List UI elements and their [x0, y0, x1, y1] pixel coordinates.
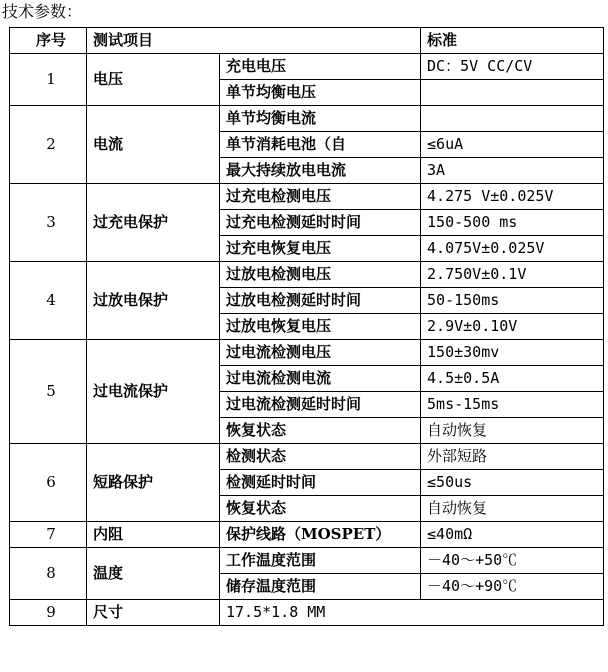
sub-item: 储存温度范围	[220, 574, 421, 600]
sub-item: 过充电检测电压	[220, 184, 421, 210]
header-standard: 标准	[421, 28, 604, 54]
standard-value: 2.750V±0.1V	[421, 262, 604, 288]
standard-value: ≤40mΩ	[421, 522, 604, 548]
standard-value: 150-500 ms	[421, 210, 604, 236]
test-item: 短路保护	[87, 444, 220, 522]
sub-item: 过充电恢复电压	[220, 236, 421, 262]
table-row	[10, 600, 604, 626]
standard-value: 17.5*1.8 MM	[220, 600, 604, 626]
test-item: 电压	[87, 54, 220, 106]
row-number: 6	[10, 444, 87, 522]
standard-value: 150±30mv	[421, 340, 604, 366]
sub-item: 恢复状态	[220, 418, 421, 444]
standard-value: －40～+90℃	[421, 574, 604, 600]
test-item: 过放电保护	[87, 262, 220, 340]
standard-value: －40～+50℃	[421, 548, 604, 574]
standard-value: 自动恢复	[421, 418, 604, 444]
sub-item: 单节均衡电压	[220, 80, 421, 106]
sub-item: 过放电检测电压	[220, 262, 421, 288]
table-row	[10, 340, 604, 366]
spec-table	[9, 27, 604, 626]
test-item: 过电流保护	[87, 340, 220, 444]
table-row	[10, 54, 604, 80]
header-row	[10, 28, 604, 54]
test-item: 尺寸	[87, 600, 220, 626]
header-no: 序号	[10, 28, 87, 54]
standard-value: 4.5±0.5A	[421, 366, 604, 392]
table-row	[10, 522, 604, 548]
row-number: 5	[10, 340, 87, 444]
sub-item: 单节均衡电流	[220, 106, 421, 132]
sub-item: 过电流检测电压	[220, 340, 421, 366]
sub-item: 检测状态	[220, 444, 421, 470]
sub-item: 单节消耗电池（自	[220, 132, 421, 158]
standard-value: 2.9V±0.10V	[421, 314, 604, 340]
row-number: 2	[10, 106, 87, 184]
spec-table-body	[10, 28, 604, 626]
sub-item: 过放电检测延时时间	[220, 288, 421, 314]
test-item: 内阻	[87, 522, 220, 548]
sub-item: 充电电压	[220, 54, 421, 80]
table-row	[10, 444, 604, 470]
sub-item: 工作温度范围	[220, 548, 421, 574]
standard-value: ≤6uA	[421, 132, 604, 158]
table-row	[10, 106, 604, 132]
standard-value	[421, 80, 604, 106]
row-number: 7	[10, 522, 87, 548]
standard-value: 5ms-15ms	[421, 392, 604, 418]
sub-item: 过电流检测延时时间	[220, 392, 421, 418]
table-row	[10, 184, 604, 210]
row-number: 4	[10, 262, 87, 340]
header-item: 测试项目	[87, 28, 421, 54]
row-number: 9	[10, 600, 87, 626]
standard-value: 4.075V±0.025V	[421, 236, 604, 262]
table-row	[10, 548, 604, 574]
standard-value: 外部短路	[421, 444, 604, 470]
test-item: 电流	[87, 106, 220, 184]
test-item: 温度	[87, 548, 220, 600]
test-item: 过充电保护	[87, 184, 220, 262]
sub-item: 最大持续放电电流	[220, 158, 421, 184]
standard-value: DC：5V CC/CV	[421, 54, 604, 80]
row-number: 8	[10, 548, 87, 600]
standard-value: 自动恢复	[421, 496, 604, 522]
table-row	[10, 262, 604, 288]
row-number: 3	[10, 184, 87, 262]
sub-item: 恢复状态	[220, 496, 421, 522]
sub-item: 过充电检测延时时间	[220, 210, 421, 236]
standard-value: 3A	[421, 158, 604, 184]
sub-item: 过放电恢复电压	[220, 314, 421, 340]
standard-value: 50-150ms	[421, 288, 604, 314]
standard-value	[421, 106, 604, 132]
sub-item: 过电流检测电流	[220, 366, 421, 392]
row-number: 1	[10, 54, 87, 106]
sub-item: 保护线路（MOSPET）	[220, 522, 421, 548]
sub-item: 检测延时时间	[220, 470, 421, 496]
standard-value: 4.275 V±0.025V	[421, 184, 604, 210]
standard-value: ≤50us	[421, 470, 604, 496]
section-heading: 技术参数：	[2, 2, 83, 21]
